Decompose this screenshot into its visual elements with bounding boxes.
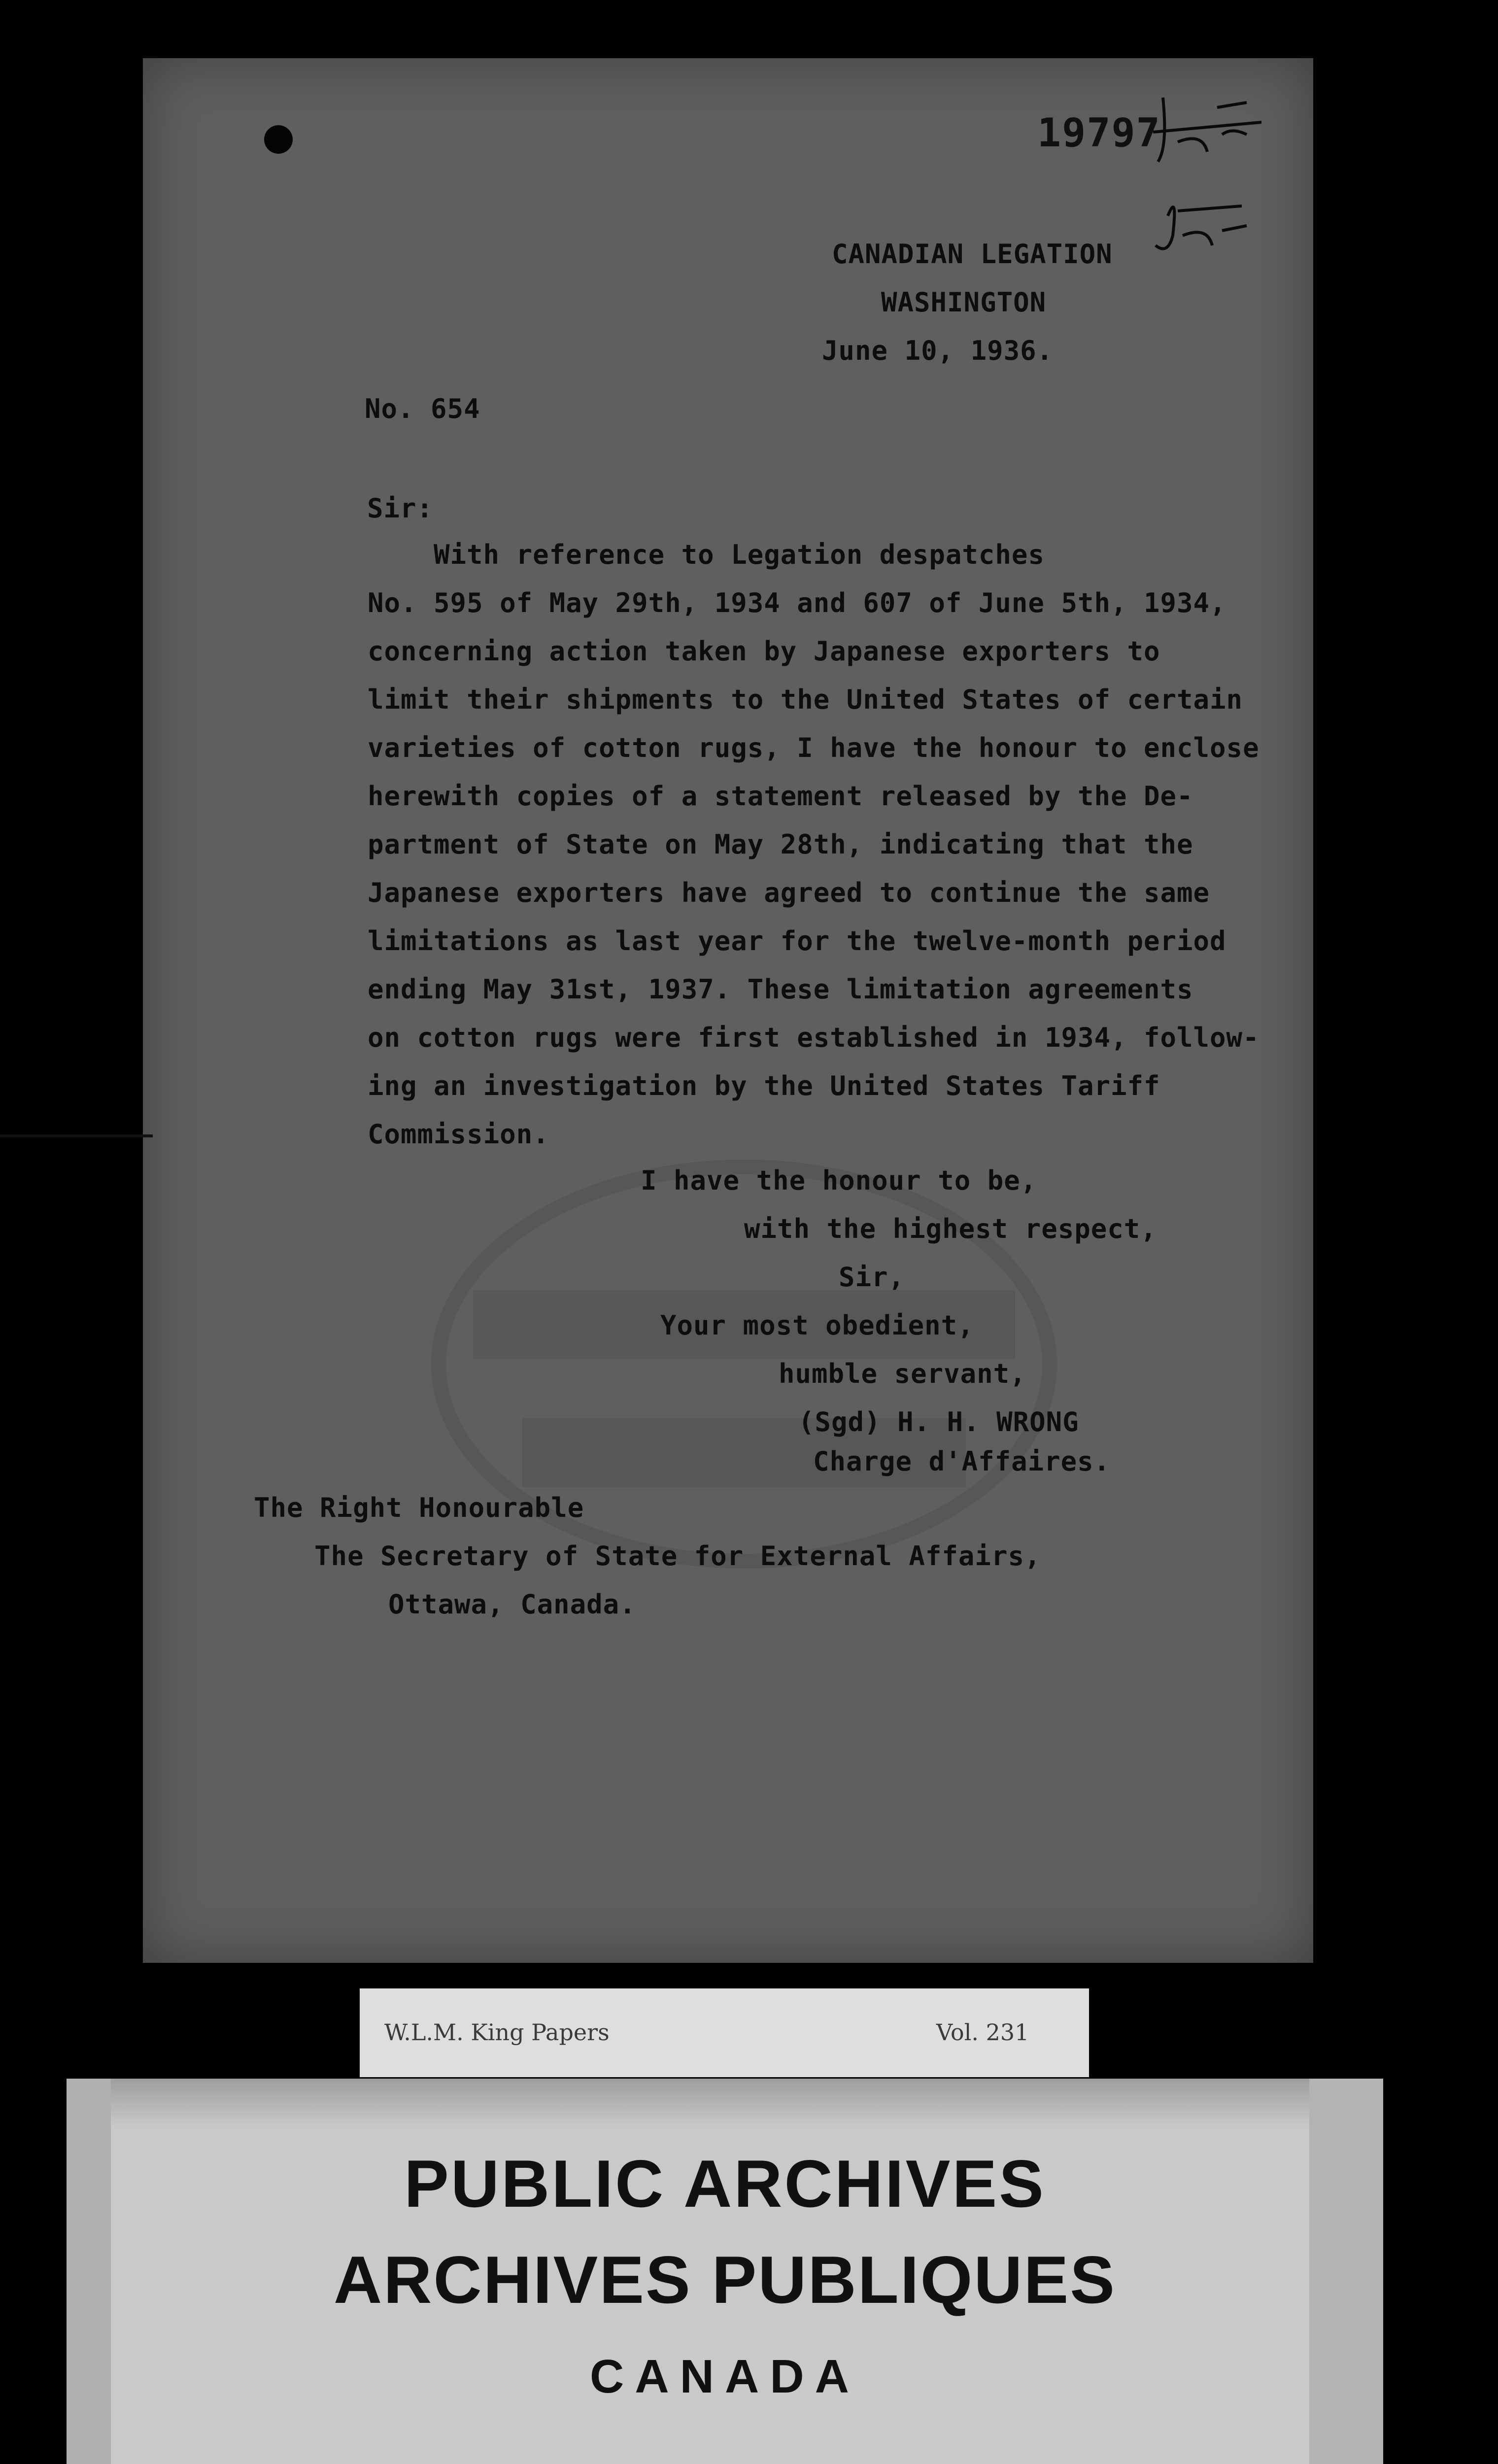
card-torn-edge [67, 2079, 1383, 2128]
body-line: Japanese exporters have agreed to continue the same [368, 877, 1210, 908]
body-line: herewith copies of a statement released by the De- [368, 781, 1193, 812]
punch-hole [264, 125, 293, 154]
letter-date: June 10, 1936. [822, 335, 1054, 366]
body-line: No. 595 of May 29th, 1934 and 607 of June 5th, 1934, [368, 587, 1226, 618]
archive-title-french: ARCHIVES PUBLIQUES [334, 2242, 1116, 2317]
signature-name: (Sgd) H. H. WRONG [798, 1406, 1079, 1437]
body-line: concerning action taken by Japanese exporters to [368, 636, 1160, 667]
signature-title: Charge d'Affaires. [813, 1446, 1111, 1477]
body-line: limit their shipments to the United States of certain [368, 684, 1243, 715]
handwritten-notes [1148, 88, 1266, 265]
margin-rule [0, 1134, 153, 1137]
despatch-number: No. 654 [365, 393, 480, 424]
closing-line: I have the honour to be, [641, 1165, 1037, 1196]
document-page [143, 58, 1313, 1963]
addressee-line: The Right Honourable [254, 1492, 584, 1523]
letterhead-organization: CANADIAN LEGATION [832, 239, 1113, 270]
closing-line: with the highest respect, [744, 1213, 1157, 1244]
body-line: on cotton rugs were first established in 1934, follow- [368, 1022, 1260, 1053]
letterhead-city: WASHINGTON [881, 287, 1047, 318]
body-line: Commission. [368, 1119, 549, 1150]
body-line: ing an investigation by the United States Tariff [368, 1070, 1160, 1101]
body-line: partment of State on May 28th, indicating that the [368, 829, 1193, 860]
reference-number: 19797 [1037, 110, 1161, 156]
archive-card [67, 2079, 1383, 2464]
archive-country: CANADA [590, 2350, 860, 2403]
salutation: Sir: [367, 493, 434, 524]
archive-title-english: PUBLIC ARCHIVES [404, 2146, 1046, 2221]
addressee-line: Ottawa, Canada. [388, 1589, 636, 1620]
volume-number: Vol. 231 [936, 2019, 1029, 2046]
addressee-line: The Secretary of State for External Affairs, [314, 1540, 1041, 1572]
body-line: With reference to Legation despatches [434, 539, 1045, 570]
body-line: varieties of cotton rugs, I have the honour to enclose [368, 732, 1260, 763]
body-line: ending May 31st, 1937. These limitation agreements [368, 974, 1193, 1005]
closing-line: Sir, [839, 1262, 905, 1293]
closing-line: Your most obedient, [660, 1310, 974, 1341]
body-line: limitations as last year for the twelve-month period [368, 925, 1226, 957]
closing-line: humble servant, [779, 1358, 1026, 1389]
collection-name: W.L.M. King Papers [384, 2019, 610, 2046]
archive-label [360, 1988, 1089, 2077]
